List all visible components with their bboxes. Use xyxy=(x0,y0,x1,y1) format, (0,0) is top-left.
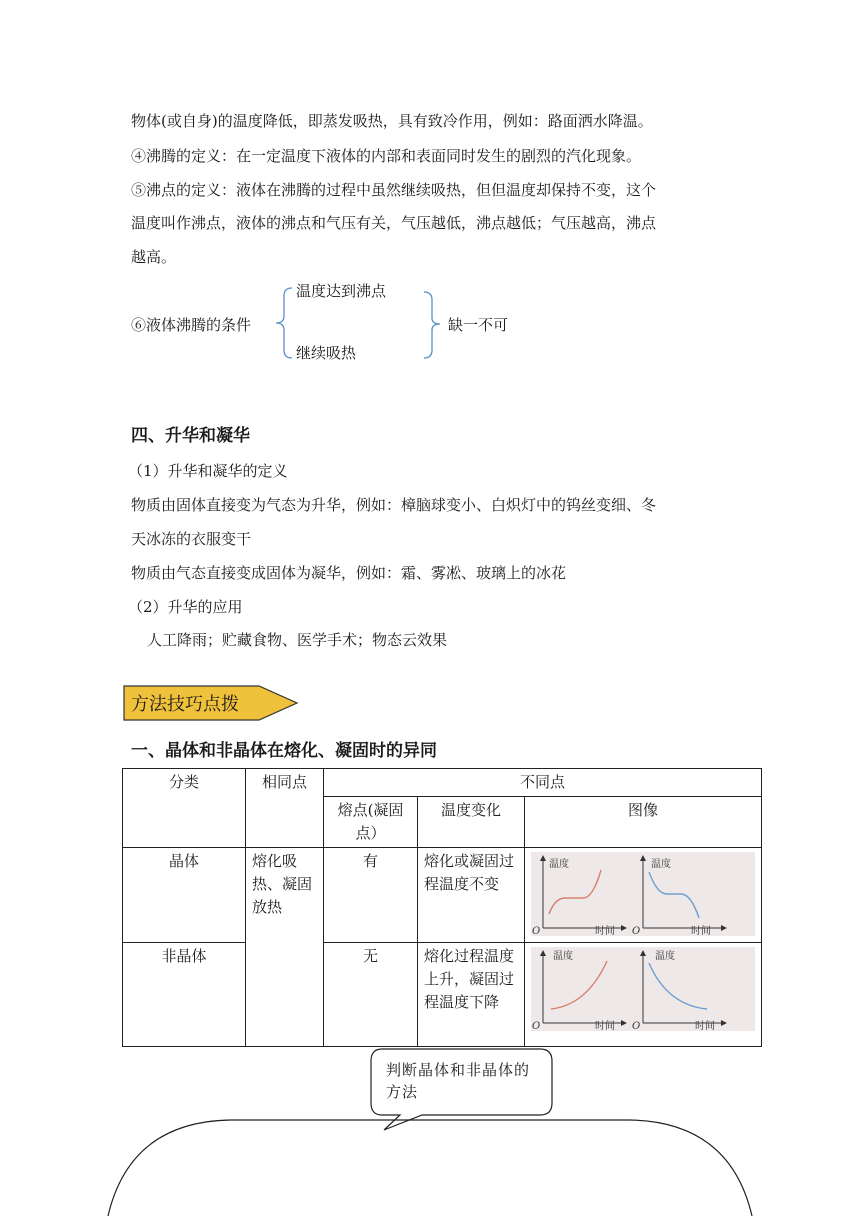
amorphous-graphs xyxy=(531,947,737,1031)
row-graph-amorphous xyxy=(525,943,762,1047)
paragraph-boiling-point-3: 越高。 xyxy=(131,248,177,266)
paragraph-boiling-point-1: ⑤沸点的定义：液体在沸腾的过程中虽然继续吸热，但但温度却保持不变，这个 xyxy=(131,181,657,199)
callout-text: 判断晶体和非晶体的方法 xyxy=(386,1061,531,1101)
graph-x-label: 时间 xyxy=(691,926,711,936)
condition-heat: 继续吸热 xyxy=(296,344,357,362)
amorphous-graph-image xyxy=(531,947,755,1031)
method-tips-banner xyxy=(123,685,299,725)
graph-y-label: 温度 xyxy=(655,951,675,962)
header-melting-point: 熔点(凝固点） xyxy=(324,797,418,848)
crystal-melting-graph xyxy=(532,855,627,936)
right-brace-icon xyxy=(420,288,446,364)
row-melt-crystal: 有 xyxy=(324,848,418,943)
header-graph: 图像 xyxy=(525,797,762,848)
section-heading-sublimation: 四、升华和凝华 xyxy=(131,426,250,446)
graph-y-label: 温度 xyxy=(651,859,671,870)
graph-y-label: 温度 xyxy=(553,951,573,962)
paragraph-evaporation: 物体(或自身)的温度降低，即蒸发吸热，具有致冷作用，例如：路面洒水降温。 xyxy=(131,112,653,130)
subheading-definition: （1）升华和凝华的定义 xyxy=(128,462,288,480)
graph-origin-label: O xyxy=(632,926,641,936)
table-row xyxy=(123,848,762,943)
graph-origin-label: O xyxy=(532,1021,541,1031)
crystal-solid-curve xyxy=(649,872,699,918)
section-heading-crystal: 一、晶体和非晶体在熔化、凝固时的异同 xyxy=(131,741,437,761)
amorphous-melting-graph xyxy=(532,949,627,1031)
header-classification: 分类 xyxy=(123,769,246,848)
paragraph-deposition: 物质由气态直接变成固体为凝华，例如：霜、雾凇、玻璃上的冰花 xyxy=(131,564,567,582)
condition-result: 缺一不可 xyxy=(448,316,509,334)
paragraph-sublimation-2: 天冰冻的衣服变干 xyxy=(131,530,252,548)
paragraph-boiling-point-2: 温度叫作沸点，液体的沸点和气压有关，气压越低，沸点越低；气压越高，沸点 xyxy=(131,214,657,232)
row-class-amorphous: 非晶体 xyxy=(123,943,246,1047)
amorphous-solidifying-graph xyxy=(632,949,727,1031)
header-difference: 不同点 xyxy=(324,769,762,797)
graph-x-label: 时间 xyxy=(595,926,615,936)
row-graph-crystal xyxy=(525,848,762,943)
crystal-graphs xyxy=(531,852,737,936)
comparison-table xyxy=(122,768,762,1047)
banner-label: 方法技巧点拨 xyxy=(131,694,239,715)
row-class-crystal: 晶体 xyxy=(123,848,246,943)
condition-temperature: 温度达到沸点 xyxy=(296,282,387,300)
row-temp-crystal: 熔化或凝固过程温度不变 xyxy=(418,848,525,943)
graph-origin-label: O xyxy=(532,926,541,936)
paragraph-boiling-def: ④沸腾的定义：在一定温度下液体的内部和表面同时发生的剧烈的汽化现象。 xyxy=(131,147,642,165)
header-similarity: 相同点 xyxy=(246,769,324,848)
graph-x-label: 时间 xyxy=(695,1021,715,1031)
amorphous-melt-curve xyxy=(551,961,607,1009)
paragraph-application: 人工降雨；贮藏食物、医学手术；物态云效果 xyxy=(147,631,448,649)
answer-area-outline xyxy=(100,1116,760,1216)
table-row xyxy=(123,943,762,1047)
paragraph-sublimation-1: 物质由固体直接变为气态为升华，例如：樟脑球变小、白炽灯中的钨丝变细、冬 xyxy=(131,496,657,514)
crystal-solidifying-graph xyxy=(632,855,727,936)
subheading-application: （2）升华的应用 xyxy=(128,598,243,616)
graph-y-label: 温度 xyxy=(549,859,569,870)
graph-x-label: 时间 xyxy=(595,1021,615,1031)
amorphous-solid-curve xyxy=(649,963,707,1009)
boiling-condition-label: ⑥液体沸腾的条件 xyxy=(131,316,252,334)
crystal-graph-image xyxy=(531,852,755,936)
crystal-melt-curve xyxy=(549,870,601,914)
row-melt-amorphous: 无 xyxy=(324,943,418,1047)
row-temp-amorphous: 熔化过程温度上升，凝固过程温度下降 xyxy=(418,943,525,1047)
graph-origin-label: O xyxy=(632,1021,641,1031)
header-temperature-change: 温度变化 xyxy=(418,797,525,848)
cell-similarity: 熔化吸热、凝固放热 xyxy=(246,848,324,1047)
